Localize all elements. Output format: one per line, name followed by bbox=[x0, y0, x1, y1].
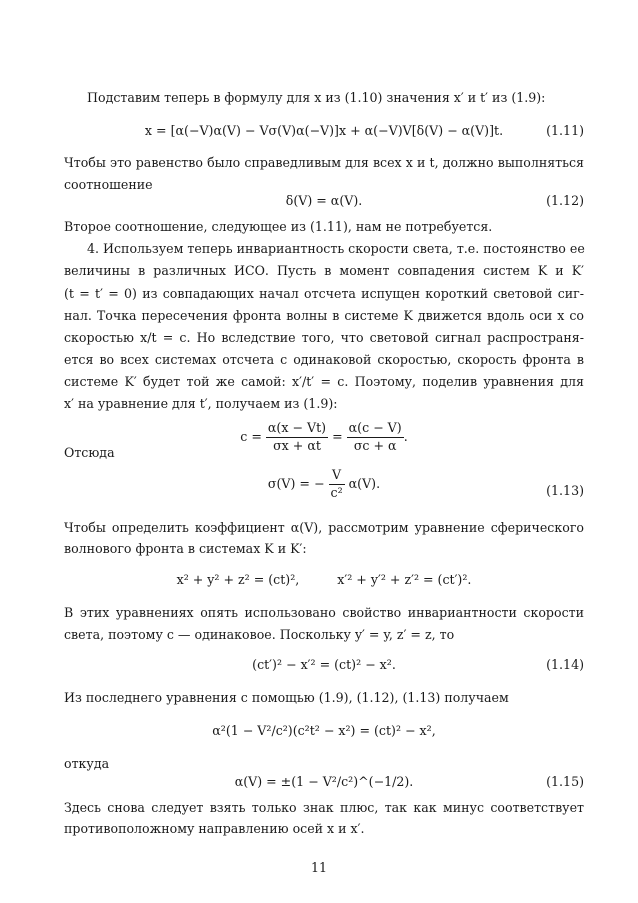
equation-sphere-left: x² + y² + z² = (ct)², bbox=[176, 572, 300, 587]
paragraph-5-line-2: волнового фронта в системах K и K′: bbox=[64, 541, 307, 556]
equation-number-1-12: (1.12) bbox=[546, 193, 584, 208]
equation-1-15: α(V) = ±(1 − V²/c²)^(−1/2). bbox=[234, 774, 414, 789]
paragraph-3-line-5: нал. Точка пересечения фронта волны в системе K движется вдоль оси x со bbox=[64, 308, 584, 323]
paragraph-7-line-1: Из последнего уравнения с помощью (1.9), (1.12), (1.13) получаем bbox=[64, 690, 509, 705]
paragraph-2-line-1: Чтобы это равенство было справедливым для всех x и t, должно выполняться bbox=[64, 155, 584, 170]
fraction-2-numerator: α(c − V) bbox=[347, 422, 404, 438]
equation-number-1-14: (1.14) bbox=[546, 657, 584, 672]
paragraph-9-line-2: противоположному направлению осей x и x′. bbox=[64, 821, 365, 836]
fraction-2-denominator: σc + α bbox=[353, 437, 397, 453]
equation-1-12: δ(V) = α(V). bbox=[285, 193, 363, 208]
paragraph-2-line-2: соотношение bbox=[64, 177, 153, 192]
equation-1-13-lhs: σ(V) = − bbox=[267, 475, 325, 491]
equation-1-14: (ct′)² − x′² = (ct)² − x². bbox=[252, 657, 396, 672]
equation-1-13 bbox=[64, 469, 584, 499]
paragraph-3-line-2: 4. Используем теперь инвариантность скорости света, т.е. постоянство ее bbox=[87, 241, 585, 256]
paragraph-6-line-2: света, поэтому c — одинаковое. Поскольку y′ = y, z′ = z, то bbox=[64, 627, 455, 642]
equation-sphere-right: x′² + y′² + z′² = (ct′)². bbox=[337, 572, 472, 587]
equation-1-11: x = [α(−V)α(V) − Vσ(V)α(−V)]x + α(−V)V[δ(V) − α(V)]t. bbox=[144, 123, 504, 138]
fraction-v-numerator: V bbox=[329, 469, 345, 485]
page-number: 11 bbox=[310, 860, 328, 875]
paragraph-5-line-1: Чтобы определить коэффициент α(V), рассмотрим уравнение сферического bbox=[64, 520, 584, 535]
fraction-c2-denominator: c² bbox=[330, 484, 343, 500]
fraction-v-over-c2 bbox=[329, 469, 345, 499]
paragraph-3-line-9: x′ на уравнение для t′, получаем из (1.9): bbox=[64, 396, 338, 411]
equation-c-end: . bbox=[403, 428, 408, 444]
equation-c-lhs: c = bbox=[240, 428, 262, 444]
equation-number-1-13: (1.13) bbox=[546, 483, 584, 498]
equation-c-equals: = bbox=[332, 428, 343, 444]
paragraph-3-line-7: ется во всех системах отсчета с одинаковой скоростью, скорость фронта в bbox=[64, 352, 584, 367]
paragraph-3-line-1: Второе соотношение, следующее из (1.11), нам не потребуется. bbox=[64, 219, 493, 234]
paragraph-3-line-6: скоростью x/t = c. Но вследствие того, что световой сигнал распространя- bbox=[64, 330, 584, 345]
equation-1-13-rhs: α(V). bbox=[348, 475, 381, 491]
paragraph-1-line-1: Подставим теперь в формулу для x из (1.10) значения x′ и t′ из (1.9): bbox=[87, 90, 546, 105]
equation-number-1-11: (1.11) bbox=[546, 123, 584, 138]
equation-number-1-15: (1.15) bbox=[546, 774, 584, 789]
paragraph-4-line-1: Отсюда bbox=[64, 445, 115, 460]
fraction-1-denominator: σx + αt bbox=[273, 437, 321, 453]
paragraph-6-line-1: В этих уравнениях опять использовано свойство инвариантности скорости bbox=[64, 605, 584, 620]
equation-alpha-squared: α²(1 − V²/c²)(c²t² − x²) = (ct)² − x², bbox=[212, 723, 436, 738]
paragraph-3-line-4: (t = t′ = 0) из совпадающих начал отсчета испущен короткий световой сиг- bbox=[64, 286, 584, 301]
paragraph-9-line-1: Здесь снова следует взять только знак плюс, так как минус соответствует bbox=[64, 800, 584, 815]
fraction-1-numerator: α(x − Vt) bbox=[266, 422, 328, 438]
paragraph-3-line-8: системе K′ будет той же самой: x′/t′ = c. Поэтому, поделив уравнения для bbox=[64, 374, 584, 389]
paragraph-3-line-3: величины в различных ИСО. Пусть в момент совпадения систем K и K′ bbox=[64, 263, 584, 278]
paragraph-8-line-1: откуда bbox=[64, 756, 110, 771]
equation-spherical-front bbox=[64, 574, 584, 587]
